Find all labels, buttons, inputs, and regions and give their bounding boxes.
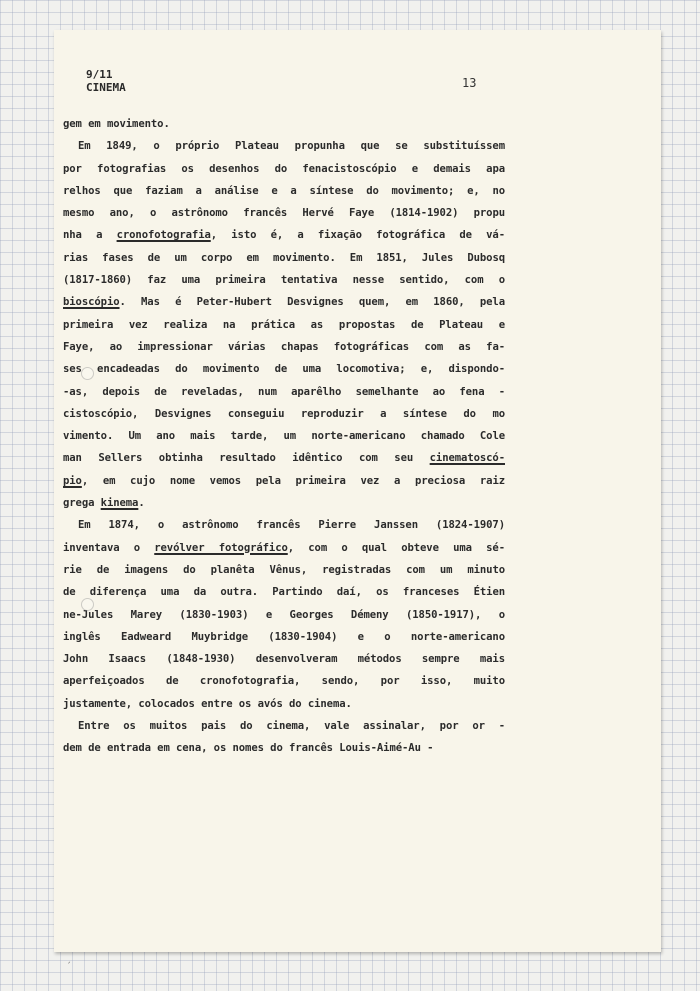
body-text: [63, 113, 505, 760]
text-line: [63, 670, 505, 692]
text-run: rias fases de um corpo em movimento. Em 1851, Jules Dubosq: [63, 251, 505, 264]
section-number: 9/11: [86, 68, 113, 81]
text-line: [63, 737, 505, 759]
text-run: relhos que faziam a análise e a síntese do movimento; e, no: [63, 184, 505, 197]
text-run: aperfeiçoados de cronofotografia, sendo, por isso, muito: [63, 675, 505, 688]
text-line: [63, 514, 505, 536]
text-line: [63, 314, 505, 336]
underlined-term: pio: [63, 474, 82, 487]
text-line: [63, 269, 505, 291]
text-line: [63, 715, 505, 737]
paper-speck: ´: [66, 962, 72, 972]
text-line: [63, 492, 505, 514]
faded-stamp: [624, 52, 633, 68]
text-run: ses encadeadas do movimento de uma locomotiva; e, dispondo-: [63, 363, 505, 376]
text-line: [63, 447, 505, 469]
text-run: mesmo ano, o astrônomo francês Hervé Faye (1814-1902) propu: [63, 207, 505, 220]
text-run: Faye, ao impressionar várias chapas fotográficas com as fa-: [63, 340, 505, 353]
text-line: [63, 113, 505, 135]
underlined-term: bioscópio: [63, 296, 120, 309]
text-line: [63, 559, 505, 581]
text-run: por fotografias os desenhos do fenacistoscópio e demais apa: [63, 162, 505, 175]
text-line: [63, 224, 505, 246]
punch-hole-mark: [81, 367, 94, 380]
text-run: . Mas é Peter-Hubert Desvignes quem, em 1860, pela: [119, 296, 505, 309]
text-run: dem de entrada em cena, os nomes do francês Louis-Aimé-Au -: [63, 742, 434, 755]
page-number: 13: [462, 76, 477, 90]
text-line: [63, 403, 505, 425]
underlined-term: cinematoscó-: [429, 452, 505, 465]
section-title: CINEMA: [86, 81, 126, 94]
text-line: [63, 336, 505, 358]
text-line: [63, 537, 505, 559]
text-line: [63, 291, 505, 313]
text-line: [63, 381, 505, 403]
text-run: nha a: [63, 229, 117, 242]
text-run: Em 1849, o próprio Plateau propunha que se substituíssem: [78, 140, 505, 153]
text-line: [63, 202, 505, 224]
text-run: .: [138, 497, 145, 510]
punch-hole-mark: [81, 598, 94, 611]
underlined-term: kinema: [100, 497, 139, 510]
text-run: , isto é, a fixação fotográfica de vá-: [210, 229, 505, 242]
text-run: Em 1874, o astrônomo francês Pierre Janssen (1824-1907): [78, 519, 505, 532]
text-run: de diferença uma da outra. Partindo daí, os franceses Étien: [63, 586, 505, 599]
text-run: John Isaacs (1848-1930) desenvolveram métodos sempre mais: [63, 653, 505, 666]
text-run: ne-Jules Marey (1830-1903) e Georges Démeny (1850-1917), o: [63, 608, 505, 621]
text-run: primeira vez realiza na prática as propostas de Plateau e: [63, 318, 505, 331]
text-line: [63, 247, 505, 269]
text-run: justamente, colocados entre os avós do cinema.: [63, 697, 352, 710]
text-run: grega: [63, 497, 101, 510]
text-run: man Sellers obtinha resultado idêntico com seu: [63, 452, 430, 465]
text-run: vimento. Um ano mais tarde, um norte-americano chamado Cole: [63, 430, 505, 443]
text-run: , em cujo nome vemos pela primeira vez a preciosa raiz: [81, 474, 505, 487]
text-run: inventava o: [63, 541, 155, 554]
underlined-term: cronofotografia: [116, 229, 211, 242]
text-run: inglês Eadweard Muybridge (1830-1904) e o norte-americano: [63, 630, 505, 643]
text-run: -as, depois de reveladas, num aparêlho semelhante ao fena -: [63, 385, 505, 398]
text-line: [63, 604, 505, 626]
text-line: [63, 358, 505, 380]
text-run: (1817-1860) faz uma primeira tentativa nesse sentido, com o: [63, 274, 505, 287]
text-run: Entre os muitos pais do cinema, vale assinalar, por or -: [78, 720, 505, 733]
underlined-term: revólver fotográfico: [154, 541, 288, 554]
text-run: , com o qual obteve uma sé-: [287, 541, 505, 554]
text-run: cistoscópio, Desvignes conseguiu reproduzir a síntese do mo: [63, 407, 505, 420]
text-line: [63, 470, 505, 492]
text-line: [63, 693, 505, 715]
text-line: [63, 581, 505, 603]
text-line: [63, 135, 505, 157]
text-run: rie de imagens do planêta Vênus, registradas com um minuto: [63, 563, 505, 576]
text-line: [63, 180, 505, 202]
text-line: [63, 648, 505, 670]
text-line: [63, 425, 505, 447]
text-line: [63, 626, 505, 648]
text-line: [63, 158, 505, 180]
text-run: gem em movimento.: [63, 118, 170, 130]
